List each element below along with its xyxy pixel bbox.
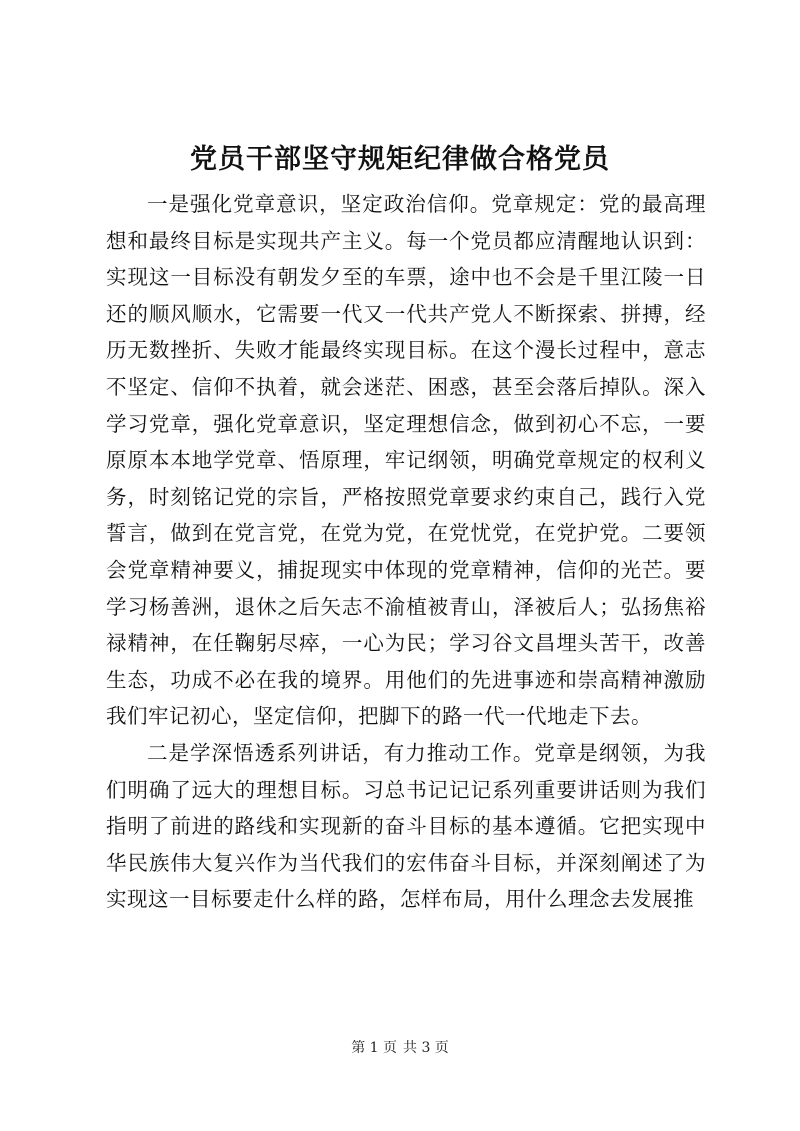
body-paragraph-1: 一是强化党章意识，坚定政治信仰。党章规定：党的最高理想和最终目标是实现共产主义。每一个党员都应清醒地认识到：实现这一目标没有朝发夕至的车票，途中也不会是千里江陵一日还的顺风顺水，它需要一代又一代共产党人不断探索、拼搏，经历无数挫折、失败才能最终实现目标。在这个漫长过程中，意志不坚定、信仰不执着，就会迷茫、困惑，甚至会落后掉队。深入学习党章，强化党章意识，坚定理想信念，做到初心不忘，一要原原本本地学党章、悟原理，牢记纲领，明确党章规定的权利义务，时刻铭记党的宗旨，严格按照党章要求约束自己，践行入党誓言，做到在党言党，在党为党，在党忧党，在党护党。二要领会党章精神要义，捕捉现实中体现的党章精神，信仰的光芒。要学习杨善洲，退休之后矢志不渝植被青山，泽被后人；弘扬焦裕禄精神，在任鞠躬尽瘁，一心为民；学习谷文昌埋头苦干，改善生态，功成不必在我的境界。用他们的先进事迹和崇高精神激励我们牢记初心，坚定信仰，把脚下的路一代一代地走下去。 — [106, 192, 706, 729]
document-body — [106, 186, 706, 918]
document-title: 党员干部坚守规矩纪律做合格党员 — [190, 144, 610, 175]
body-paragraph-2: 二是学深悟透系列讲话，有力推动工作。党章是纲领，为我们明确了远大的理想目标。习总书记记记系列重要讲话则为我们指明了前进的路线和实现新的奋斗目标的基本遵循。它把实现中华民族伟大复兴作为当代我们的宏伟奋斗目标，并深刻阐述了为实现这一目标要走什么样的路，怎样布局，用什么理念去发展推 — [106, 740, 706, 912]
page-total: 共 3 页 — [403, 1040, 449, 1056]
page-number: 第 1 页 — [351, 1040, 397, 1056]
page-footer — [0, 1038, 800, 1058]
